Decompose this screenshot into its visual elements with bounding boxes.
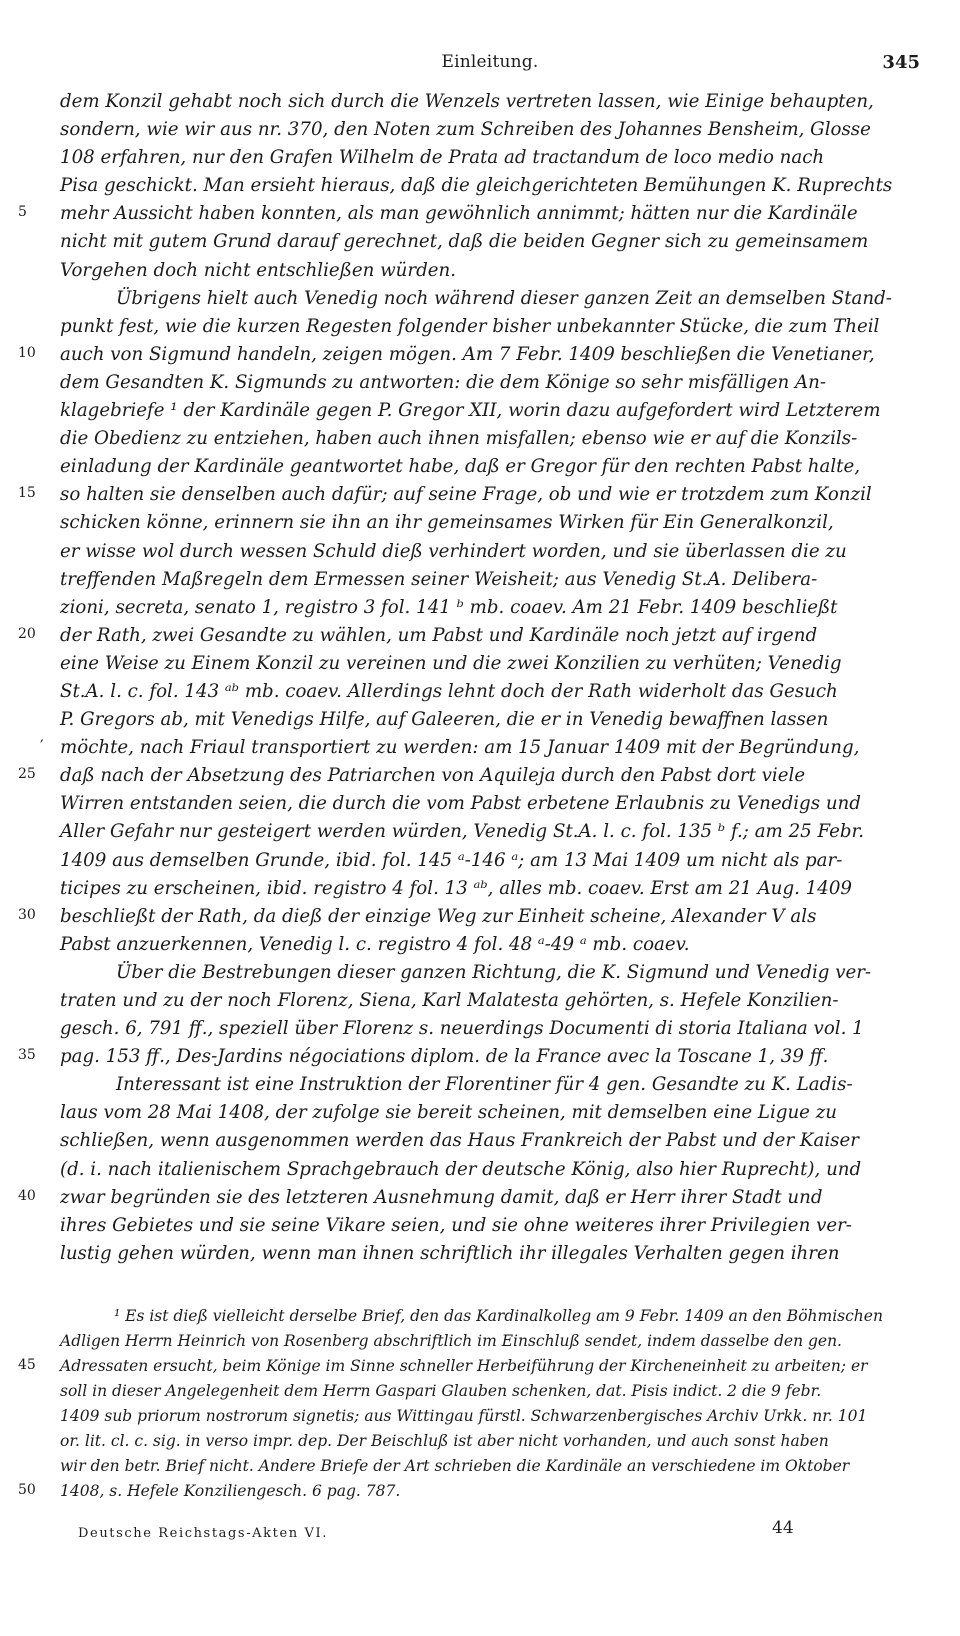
text-line xyxy=(0,228,960,256)
text-line xyxy=(0,369,960,397)
line-text: er wisse wol durch wessen Schuld dieß verhindert worden, und sie überlassen die zu xyxy=(60,540,847,562)
line-text: Interessant ist eine Instruktion der Florentiner für 4 gen. Gesandte zu K. Ladis- xyxy=(116,1074,853,1096)
text-line xyxy=(0,987,960,1015)
line-text: zioni, secreta, senato 1, registro 3 fol. 141 ᵇ mb. coaev. Am 21 Febr. 1409 beschließt xyxy=(60,596,838,618)
footnote-text: Adressaten ersucht, beim Könige im Sinne schneller Herbeiführung der Kircheneinheit zu arbeiten; er xyxy=(60,1357,868,1375)
text-line xyxy=(0,847,960,875)
footnote-text: soll in dieser Angelegenheit dem Herrn Gaspari Glauben schenken, dat. Pisis indict. 2 die 9 febr. xyxy=(60,1382,822,1400)
text-line xyxy=(0,903,960,931)
line-text: St.A. l. c. fol. 143 ᵃᵇ mb. coaev. Allerdings lehnt doch der Rath widerholt das Gesuch xyxy=(60,680,838,702)
text-line xyxy=(0,959,960,987)
line-text: beschließt der Rath, da dieß der einzige Weg zur Einheit scheine, Alexander V als xyxy=(60,905,817,927)
line-text: ihres Gebietes und sie seine Vikare seien, und sie ohne weiteres ihrer Privilegien ver- xyxy=(60,1214,852,1236)
text-line xyxy=(0,678,960,706)
line-number: 15 xyxy=(18,485,36,502)
text-line xyxy=(0,706,960,734)
footnote-line xyxy=(0,1404,960,1429)
footnote-line xyxy=(0,1454,960,1479)
line-text: nicht mit gutem Grund darauf gerechnet, daß die beiden Gegner sich zu gemeinsamem xyxy=(60,231,869,253)
line-text: traten und zu der noch Florenz, Siena, Karl Malatesta gehörten, s. Hefele Konzilien- xyxy=(60,990,839,1011)
line-text: Pabst anzuerkennen, Venedig l. c. registro 4 fol. 48 ᵃ-49 ᵃ mb. coaev. xyxy=(60,933,690,955)
text-line xyxy=(0,172,960,200)
line-text: gesch. 6, 791 ff., speziell über Florenz s. neuerdings Documenti di storia Italiana vol. 1 xyxy=(60,1018,864,1040)
running-head: Einleitung. xyxy=(441,52,539,72)
page-footer xyxy=(60,1518,912,1544)
footnote-line xyxy=(0,1379,960,1404)
line-text: 1409 aus demselben Grunde, ibid. fol. 145 ᵃ-146 ᵃ; am 13 Mai 1409 um nicht als par- xyxy=(60,849,843,871)
footnote-line xyxy=(0,1354,960,1379)
line-text: dem Konzil gehabt noch sich durch die Wenzels vertreten lassen, wie Einige behaupten, xyxy=(60,91,874,112)
line-text: Übrigens hielt auch Venedig noch während dieser ganzen Zeit an demselben Stand- xyxy=(116,287,892,309)
text-line xyxy=(0,538,960,566)
line-text: 108 erfahren, nur den Grafen Wilhelm de Prata ad tractandum de loco medio nach xyxy=(60,147,825,169)
text-line xyxy=(0,1071,960,1099)
text-line xyxy=(0,734,960,762)
line-number: 45 xyxy=(18,1357,36,1373)
line-text: der Rath, zwei Gesandte zu wählen, um Pabst und Kardinäle noch jetzt auf irgend xyxy=(60,624,818,646)
line-number: 40 xyxy=(18,1187,36,1204)
text-line xyxy=(0,509,960,537)
footnote-line xyxy=(0,1329,960,1354)
text-line xyxy=(0,622,960,650)
page-number: 345 xyxy=(882,52,920,73)
text-line xyxy=(0,313,960,341)
line-text: klagebriefe ¹ der Kardinäle gegen P. Gregor XII, worin dazu aufgefordert wird Letzterem xyxy=(60,400,881,422)
line-text: Vorgehen doch nicht entschließen würden. xyxy=(60,259,456,281)
footnote-text: 1409 sub priorum nostrorum signetis; aus Wittingau fürstl. Schwarzenbergisches Archiv Urkk. nr. 101 xyxy=(60,1407,868,1425)
line-text: dem Gesandten K. Sigmunds zu antworten: die dem Könige so sehr misfälligen An- xyxy=(60,371,827,393)
line-text: schicken könne, erinnern sie ihn an ihr gemeinsames Wirken für Ein Generalkonzil, xyxy=(60,512,834,534)
footnote-line xyxy=(0,1479,960,1504)
text-line xyxy=(0,116,960,144)
text-line xyxy=(0,453,960,481)
line-text: (d. i. nach italienischem Sprachgebrauch der deutsche König, also hier Ruprecht), und xyxy=(60,1158,862,1180)
line-text: ticipes zu erscheinen, ibid. registro 4 fol. 13 ᵃᵇ, alles mb. coaev. Erst am 21 Aug. 1409 xyxy=(60,877,852,899)
line-text: einladung der Kardinäle geantwortet habe, daß er Gregor für den rechten Pabst halte, xyxy=(60,456,861,478)
footnote-line xyxy=(0,1304,960,1329)
line-number: 50 xyxy=(18,1482,36,1498)
line-text: treffenden Maßregeln dem Ermessen seiner Weisheit; aus Venedig St.A. Delibera- xyxy=(60,568,818,590)
line-text: so halten sie denselben auch dafür; auf seine Frage, ob und wie er trotzdem zum Konzil xyxy=(60,484,872,506)
text-line xyxy=(0,650,960,678)
line-text: schließen, wenn ausgenommen werden das Haus Frankreich der Pabst und der Kaiser xyxy=(60,1130,859,1152)
line-text: möchte, nach Friaul transportiert zu werden: am 15 Januar 1409 mit der Begründung, xyxy=(60,737,860,759)
text-line xyxy=(0,931,960,959)
text-line xyxy=(0,1099,960,1127)
line-text: auch von Sigmund handeln, zeigen mögen. Am 7 Febr. 1409 beschließen die Venetianer, xyxy=(60,343,875,365)
line-text: Aller Gefahr nur gesteigert werden würden, Venedig St.A. l. c. fol. 135 ᵇ f.; am 25 Febr. xyxy=(60,821,865,843)
text-line xyxy=(0,1240,960,1268)
line-text: lustig gehen würden, wenn man ihnen schriftlich ihr illegales Verhalten gegen ihren xyxy=(60,1242,840,1264)
line-number: 30 xyxy=(18,906,36,923)
line-text: Über die Bestrebungen dieser ganzen Richtung, die K. Sigmund und Venedig ver- xyxy=(116,961,872,983)
text-line xyxy=(0,1127,960,1155)
text-line xyxy=(0,1184,960,1212)
text-line xyxy=(0,566,960,594)
text-line xyxy=(0,200,960,228)
text-line xyxy=(0,1156,960,1184)
text-line xyxy=(0,762,960,790)
footnote-text: wir den betr. Brief nicht. Andere Briefe der Art schrieben die Kardinäle an verschiedene im Oktober xyxy=(60,1457,850,1475)
text-line xyxy=(0,1015,960,1043)
text-line xyxy=(0,594,960,622)
page-header xyxy=(60,52,920,82)
line-number: 5 xyxy=(18,204,27,221)
footnote-line xyxy=(0,1429,960,1454)
margin-mark: ′ xyxy=(40,736,44,756)
text-line xyxy=(0,88,960,116)
line-text: die Obedienz zu entziehen, haben auch ihnen misfallen; ebenso wie er auf die Konzils- xyxy=(60,428,858,450)
line-number: 25 xyxy=(18,766,36,783)
line-text: Wirren entstanden seien, die durch die vom Pabst erbetene Erlaubnis zu Venedigs und xyxy=(60,793,861,815)
line-text: P. Gregors ab, mit Venedigs Hilfe, auf Galeeren, die er in Venedig bewaffnen lassen xyxy=(60,709,829,731)
text-line xyxy=(0,481,960,509)
footnote-text: or. lit. cl. c. sig. in verso impr. dep. Der Beischluß ist aber nicht vorhanden, und auch sonst haben xyxy=(60,1432,829,1450)
text-line xyxy=(0,257,960,285)
text-line xyxy=(0,818,960,846)
text-line xyxy=(0,875,960,903)
line-text: eine Weise zu Einem Konzil zu vereinen und die zwei Konzilien zu verhüten; Venedig xyxy=(60,652,842,674)
footnote-text: 1408, s. Hefele Konziliengesch. 6 pag. 787. xyxy=(60,1482,401,1500)
text-line xyxy=(0,341,960,369)
line-text: zwar begründen sie des letzteren Ausnehmung damit, daß er Herr ihrer Stadt und xyxy=(60,1186,823,1208)
text-line xyxy=(0,1212,960,1240)
main-text xyxy=(0,88,960,1268)
line-number: 10 xyxy=(18,344,36,361)
sheet-signature: 44 xyxy=(772,1518,794,1538)
text-line xyxy=(0,790,960,818)
line-text: pag. 153 ff., Des-Jardins négociations diplom. de la France avec la Toscane 1, 39 ff. xyxy=(60,1046,829,1068)
series-title: Deutsche Reichstags-Akten VI. xyxy=(78,1526,328,1541)
text-line xyxy=(0,285,960,313)
text-line xyxy=(0,1043,960,1071)
text-line xyxy=(0,397,960,425)
line-text: sondern, wie wir aus nr. 370, den Noten zum Schreiben des Johannes Bensheim, Glosse xyxy=(60,119,871,141)
footnote-text: Adligen Herrn Heinrich von Rosenberg abschriftlich im Einschluß sendet, indem dasselbe den gen. xyxy=(60,1332,842,1350)
line-text: punkt fest, wie die kurzen Regesten folgender bisher unbekannter Stücke, die zum Theil xyxy=(60,315,880,337)
footnote-text: ¹ Es ist dieß vielleicht derselbe Brief, den das Kardinalkolleg am 9 Febr. 1409 an den Böhmischen xyxy=(114,1307,883,1325)
line-text: laus vom 28 Mai 1408, der zufolge sie bereit scheinen, mit demselben eine Ligue zu xyxy=(60,1102,838,1124)
footnotes xyxy=(0,1304,960,1504)
line-number: 20 xyxy=(18,625,36,642)
line-text: daß nach der Absetzung des Patriarchen von Aquileja durch den Pabst dort viele xyxy=(60,765,806,787)
line-text: Pisa geschickt. Man ersieht hieraus, daß die gleichgerichteten Bemühungen K. Ruprechts xyxy=(60,175,893,197)
text-line xyxy=(0,425,960,453)
text-line xyxy=(0,144,960,172)
line-number: 35 xyxy=(18,1047,36,1064)
line-text: mehr Aussicht haben konnten, als man gewöhnlich annimmt; hätten nur die Kardinäle xyxy=(60,203,858,225)
